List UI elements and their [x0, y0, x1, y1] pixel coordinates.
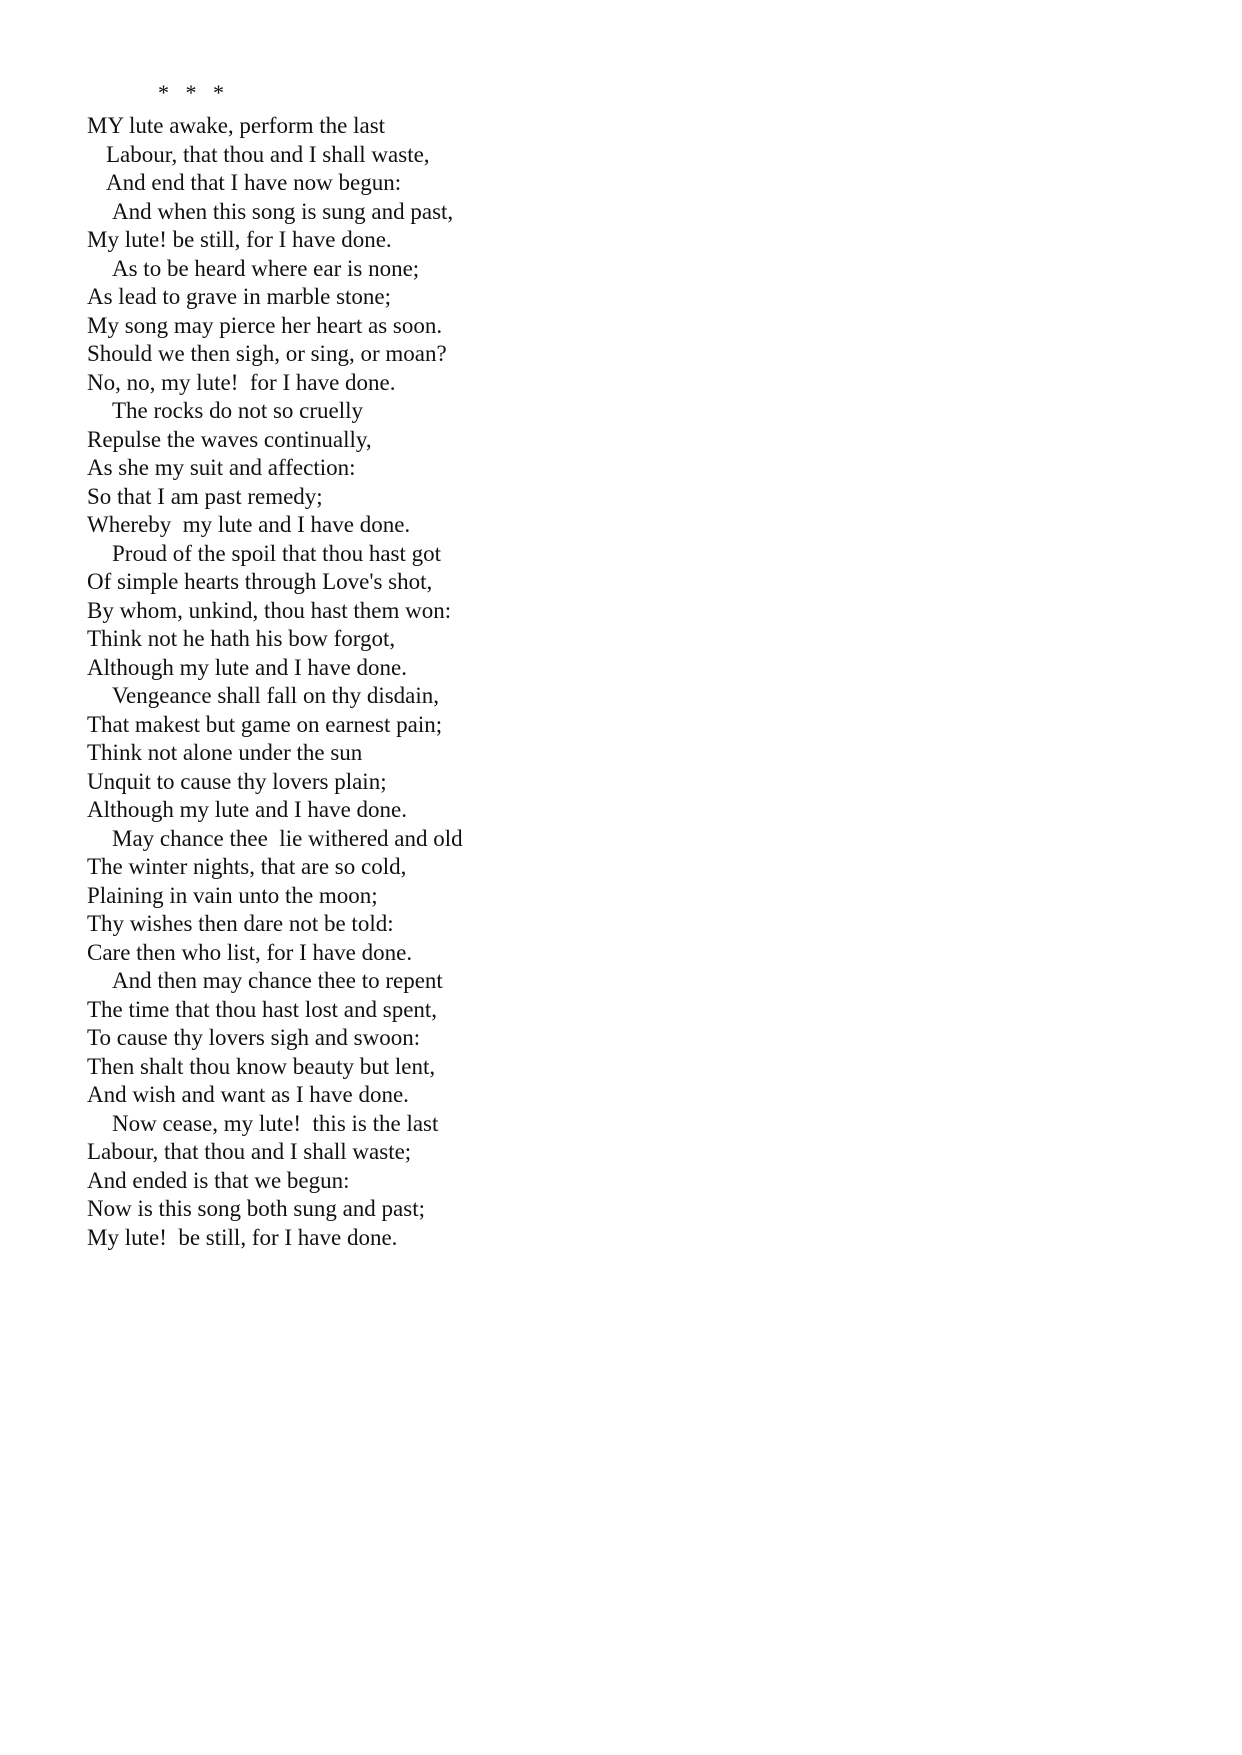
poem-line: As she my suit and affection: — [87, 455, 356, 480]
poem-line: Plaining in vain unto the moon; — [87, 882, 378, 908]
poem-line: May chance thee lie withered and old — [112, 825, 463, 851]
poem-line: Then shalt thou know beauty but lent, — [87, 1053, 436, 1079]
poem-line: As to be heard where ear is none; — [112, 255, 420, 281]
poem-line: My lute! be still, for I have done. — [87, 1224, 398, 1250]
poem-line: Think not alone under the sun — [87, 740, 363, 765]
poem-line: Labour, that thou and I shall waste, — [106, 141, 430, 167]
poem-line: Think not he hath his bow forgot, — [87, 626, 396, 651]
poem-line: Whereby my lute and I have done. — [87, 512, 411, 537]
poem-line: The time that thou hast lost and spent, — [87, 996, 438, 1022]
poem-line: MY lute awake, perform the last — [87, 113, 386, 138]
poem-line: Thy wishes then dare not be told: — [87, 911, 394, 936]
poem-body — [87, 112, 463, 1252]
poem-line: Proud of the spoil that thou hast got — [112, 540, 442, 566]
poem-line: Care then who list, for I have done. — [87, 939, 413, 965]
poem-line: Now cease, my lute! this is the last — [112, 1110, 439, 1136]
poem-line: And ended is that we begun: — [87, 1167, 350, 1193]
poem-line: The rocks do not so cruelly — [112, 398, 364, 423]
poem-line: And then may chance thee to repent — [112, 968, 443, 993]
poem-line: Should we then sigh, or sing, or moan? — [87, 341, 447, 366]
poem-line: And wish and want as I have done. — [87, 1082, 409, 1107]
poem-line: To cause thy lovers sigh and swoon: — [87, 1025, 421, 1050]
poem-line: And end that I have now begun: — [106, 170, 402, 195]
poem-line: Although my lute and I have done. — [87, 797, 408, 822]
poem-line: Now is this song both sung and past; — [87, 1196, 425, 1221]
section-separator: * * * — [158, 80, 224, 105]
poem-line: My lute! be still, for I have done. — [87, 227, 392, 252]
poem-line: Although my lute and I have done. — [87, 654, 408, 680]
poem-line: Unquit to cause thy lovers plain; — [87, 768, 387, 794]
poem-line: My song may pierce her heart as soon. — [87, 312, 443, 338]
poem-line: Of simple hearts through Love's shot, — [87, 569, 433, 594]
poem-line: Vengeance shall fall on thy disdain, — [112, 683, 440, 708]
poem-line: By whom, unkind, thou hast them won: — [87, 597, 452, 623]
poem-line: That makest but game on earnest pain; — [87, 711, 443, 737]
poem-line: The winter nights, that are so cold, — [87, 854, 407, 879]
poem-line: No, no, my lute! for I have done. — [87, 369, 396, 395]
poem-line: Labour, that thou and I shall waste; — [87, 1139, 412, 1164]
poem-line: As lead to grave in marble stone; — [87, 284, 392, 309]
poem-line: Repulse the waves continually, — [87, 426, 372, 452]
poem-line: And when this song is sung and past, — [112, 198, 454, 224]
poem-line: So that I am past remedy; — [87, 483, 323, 509]
